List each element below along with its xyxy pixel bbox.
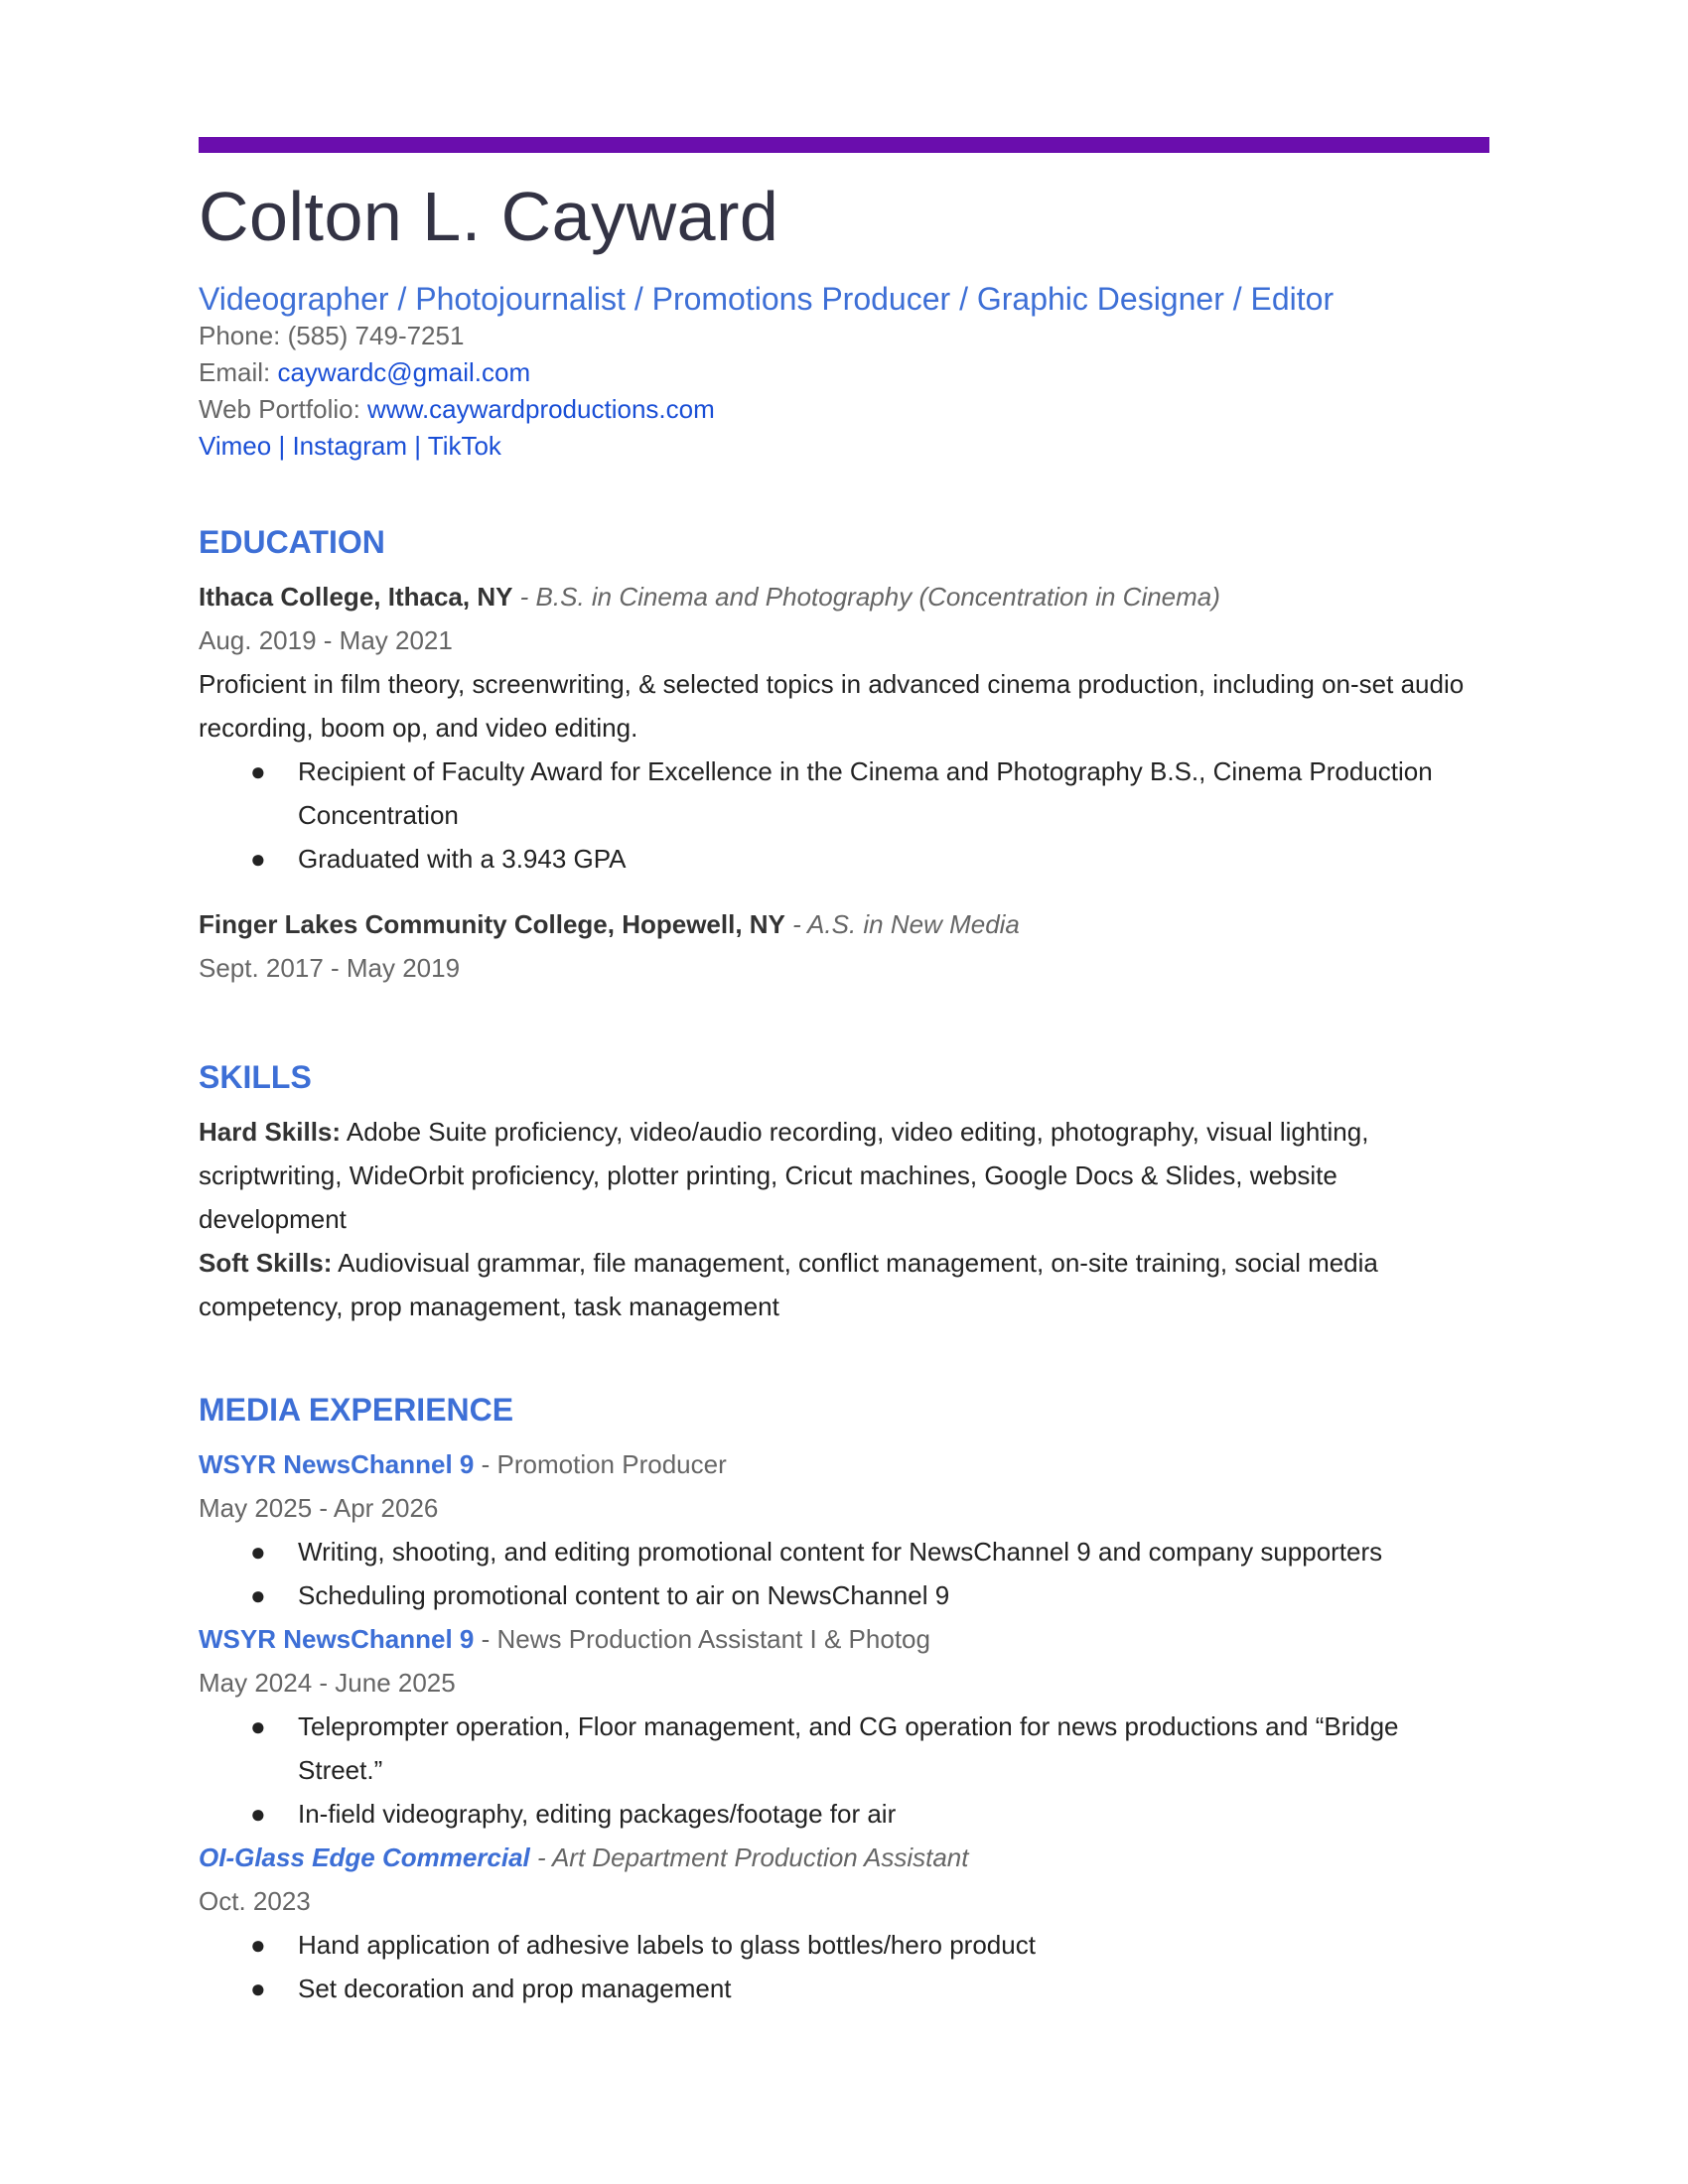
phone-line — [199, 318, 1489, 354]
list-item-text: Scheduling promotional content to air on NewsChannel 9 — [298, 1579, 950, 1610]
social-separator: | — [407, 430, 428, 461]
bullet-icon: ● — [250, 755, 266, 786]
job-bullets — [199, 1530, 1489, 1617]
education-bullets — [199, 750, 1489, 881]
experience-heading: MEDIA EXPERIENCE — [199, 1391, 514, 1428]
list-item-text: Graduated with a 3.943 GPA — [298, 843, 627, 874]
candidate-name: Colton L. Cayward — [199, 178, 779, 255]
list-item-text: Recipient of Faculty Award for Excellence in the Cinema and Photography B.S., Cinema Production Concentration — [298, 755, 1433, 830]
bullet-icon: ● — [250, 1973, 266, 2003]
portfolio-link[interactable]: www.caywardproductions.com — [367, 393, 715, 424]
soft-skills-label: Soft Skills: — [199, 1247, 333, 1278]
education-heading: EDUCATION — [199, 523, 385, 560]
list-item-text: Set decoration and prop management — [298, 1973, 732, 2003]
job-dates: May 2024 - June 2025 — [199, 1667, 456, 1698]
bullet-icon: ● — [250, 843, 266, 874]
soft-skills — [199, 1241, 1489, 1328]
soft-skills-text: Audiovisual grammar, file management, conflict management, on-site training, social media competency, prop management, task management — [199, 1247, 1378, 1321]
job-header — [199, 1442, 1489, 1486]
job-role: - Art Department Production Assistant — [529, 1842, 969, 1872]
list-item — [199, 750, 1489, 837]
phone-label: Phone: — [199, 320, 288, 350]
list-item — [199, 1923, 1489, 1967]
list-item — [199, 1705, 1489, 1792]
degree: - B.S. in Cinema and Photography (Concentration in Cinema) — [512, 581, 1220, 612]
education-dates: Sept. 2017 - May 2019 — [199, 952, 461, 983]
employer-name: OI-Glass Edge Commercial — [199, 1842, 530, 1872]
list-item — [199, 837, 1489, 881]
education-entry-header — [199, 902, 1489, 946]
bullet-icon: ● — [250, 1710, 266, 1741]
accent-bar — [199, 137, 1489, 153]
email-link[interactable]: caywardc@gmail.com — [277, 356, 531, 387]
job-titles: Videographer / Photojournalist / Promotions Producer / Graphic Designer / Editor — [199, 280, 1335, 317]
school-name: Finger Lakes Community College, Hopewell, NY — [199, 908, 785, 939]
instagram-link[interactable]: Instagram — [292, 430, 408, 461]
list-item — [199, 1792, 1489, 1836]
education-entry-header — [199, 575, 1489, 618]
vimeo-link[interactable]: Vimeo — [199, 430, 272, 461]
social-links — [199, 428, 1489, 465]
job-header — [199, 1617, 1489, 1661]
hard-skills-label: Hard Skills: — [199, 1116, 342, 1147]
email-label: Email: — [199, 356, 278, 387]
employer-name: WSYR NewsChannel 9 — [199, 1448, 475, 1479]
email-line — [199, 354, 1489, 391]
job-bullets — [199, 1923, 1489, 2010]
list-item-text: Teleprompter operation, Floor management, and CG operation for news productions and “Bridge Street.” — [298, 1710, 1399, 1785]
skills-heading: SKILLS — [199, 1058, 312, 1095]
employer-name: WSYR NewsChannel 9 — [199, 1623, 475, 1654]
bullet-icon: ● — [250, 1798, 266, 1829]
school-name: Ithaca College, Ithaca, NY — [199, 581, 513, 612]
list-item-text: In-field videography, editing packages/footage for air — [298, 1798, 897, 1829]
job-role: - News Production Assistant I & Photog — [474, 1623, 930, 1654]
list-item — [199, 1573, 1489, 1617]
bullet-icon: ● — [250, 1579, 266, 1610]
list-item-text: Writing, shooting, and editing promotional content for NewsChannel 9 and company supporters — [298, 1536, 1383, 1567]
job-dates: May 2025 - Apr 2026 — [199, 1492, 439, 1523]
list-item — [199, 1967, 1489, 2010]
bullet-icon: ● — [250, 1929, 266, 1960]
degree: - A.S. in New Media — [784, 908, 1020, 939]
portfolio-label: Web Portfolio: — [199, 393, 368, 424]
list-item — [199, 1530, 1489, 1573]
phone-number: (585) 749-7251 — [287, 320, 465, 350]
job-bullets — [199, 1705, 1489, 1836]
job-header — [199, 1836, 1489, 1879]
education-dates: Aug. 2019 - May 2021 — [199, 624, 453, 655]
resume-page — [199, 137, 1489, 2010]
social-separator: | — [271, 430, 293, 461]
list-item-text: Hand application of adhesive labels to glass bottles/hero product — [298, 1929, 1036, 1960]
hard-skills — [199, 1110, 1489, 1241]
tiktok-link[interactable]: TikTok — [427, 430, 501, 461]
bullet-icon: ● — [250, 1536, 266, 1567]
job-role: - Promotion Producer — [474, 1448, 727, 1479]
job-dates: Oct. 2023 — [199, 1885, 311, 1916]
education-description: Proficient in film theory, screenwriting, & selected topics in advanced cinema production, including on-set audio recording, boom op, and video editing. — [199, 668, 1465, 743]
portfolio-line — [199, 391, 1489, 428]
hard-skills-text: Adobe Suite proficiency, video/audio recording, video editing, photography, visual lighting, scriptwriting, WideOrbit proficiency, plotter printing, Cricut machines, Google Docs & Slides, website development — [199, 1116, 1369, 1234]
